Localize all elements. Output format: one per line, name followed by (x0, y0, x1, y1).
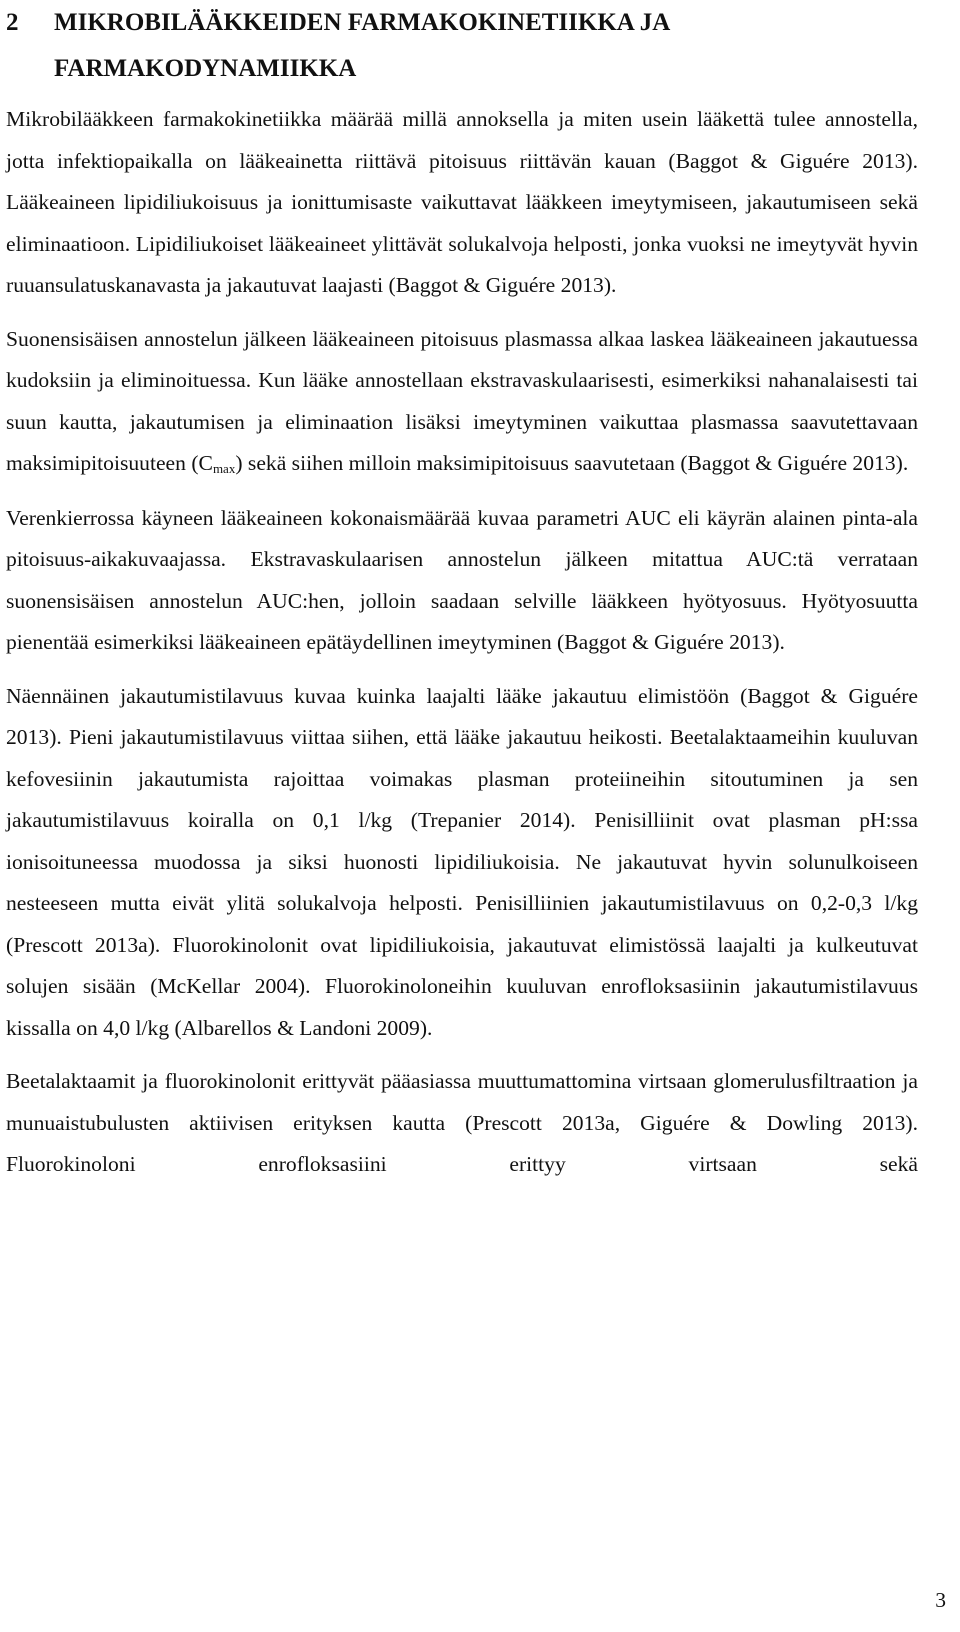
section-heading (6, 0, 918, 92)
paragraph-text: ) sekä siihen milloin maksimipitoisuus saavutetaan (Baggot & Giguére 2013). (235, 451, 909, 475)
paragraph-pharmacokinetics-intro: Mikrobilääkkeen farmakokinetiikka määrää millä annoksella ja miten usein lääkettä tulee annostella, jotta infektiopaikalla on lääkeainetta riittävä pitoisuus riittävän kauan (Baggot & Giguére 2013). Lääkeaineen lipidiliukoisuus ja ionittumisaste vaikuttavat lääkkeen imeytymiseen, jakautumiseen sekä eliminaatioon. Lipidiliukoiset lääkeaineet ylittävät solukalvoja helposti, jonka vuoksi ne imeytyvät hyvin ruuansulatuskanavasta ja jakautuvat laajasti (Baggot & Giguére 2013). (6, 107, 918, 297)
section-title: MIKROBILÄÄKKEIDEN FARMAKOKINETIIKKA JA FARMAKODYNAMIIKKA (54, 9, 669, 82)
paragraph-excretion: Beetalaktaamit ja fluorokinolonit erittyvät pääasiassa muuttumattomina virtsaan glomerulusfiltraation ja munuaistubulusten aktiivisen erityksen kautta (Prescott 2013a, Giguére & Dowling 2013). Fluorokinoloni enrofloksasiini erittyy virtsaan sekä (6, 1069, 918, 1176)
cmax-subscript: max (212, 461, 236, 476)
page-number: 3 (935, 1588, 946, 1612)
paragraph-administration-cmax (6, 319, 918, 485)
paragraph-text: Suonensisäisen annostelun jälkeen lääkeaineen pitoisuus plasmassa alkaa laskea lääkeaineen jakautuessa kudoksiin ja eliminoituessa. Kun lääke annostellaan ekstravaskulaarisesti, esimerkiksi nahanalaisesti tai suun kautta, jakautumisen ja eliminaation lisäksi imeytyminen vaikuttaa plasmassa saavutettavaan maksimipitoisuuteen (C (6, 326, 918, 475)
document-page (6, 0, 918, 1186)
section-number: 2 (6, 9, 19, 36)
paragraph-volume-of-distribution: Näennäinen jakautumistilavuus kuvaa kuinka laajalti lääke jakautuu elimistöön (Baggot & Giguére 2013). Pieni jakautumistilavuus viittaa siihen, että lääke jakautuu heikosti. Beetalaktaameihin kuuluvan kefovesiinin jakautumista rajoittaa voimakas plasman proteiineihin sitoutuminen ja sen jakautumistilavuus koiralla on 0,1 l/kg (Trepanier 2014). Penisilliinit ovat plasman pH:ssa ionisoituneessa muodossa ja siksi huonosti lipidiliukoisia. Ne jakautuvat hyvin solunulkoiseen nesteeseen mutta eivät ylitä solukalvoja helposti. Penisilliinien jakautumistilavuus on 0,2-0,3 l/kg (Prescott 2013a). Fluorokinolonit ovat lipidiliukoisia, jakautuvat elimistössä laajalti ja kulkeutuvat solujen sisään (McKellar 2004). Fluorokinoloneihin kuuluvan enrofloksasiinin jakautumistilavuus kissalla on 4,0 l/kg (Albarellos & Landoni 2009). (6, 683, 918, 1040)
paragraph-auc-bioavailability: Verenkierrossa käyneen lääkeaineen kokonaismäärää kuvaa parametri AUC eli käyrän alainen pinta-ala pitoisuus-aikakuvaajassa. Ekstravaskulaarisen annostelun jälkeen mitattua AUC:tä verrataan suonensisäisen annostelun AUC:hen, jolloin saadaan selville lääkkeen hyötyosuus. Hyötyosuutta pienentää esimerkiksi lääkeaineen epätäydellinen imeytyminen (Baggot & Giguére 2013). (6, 505, 918, 654)
